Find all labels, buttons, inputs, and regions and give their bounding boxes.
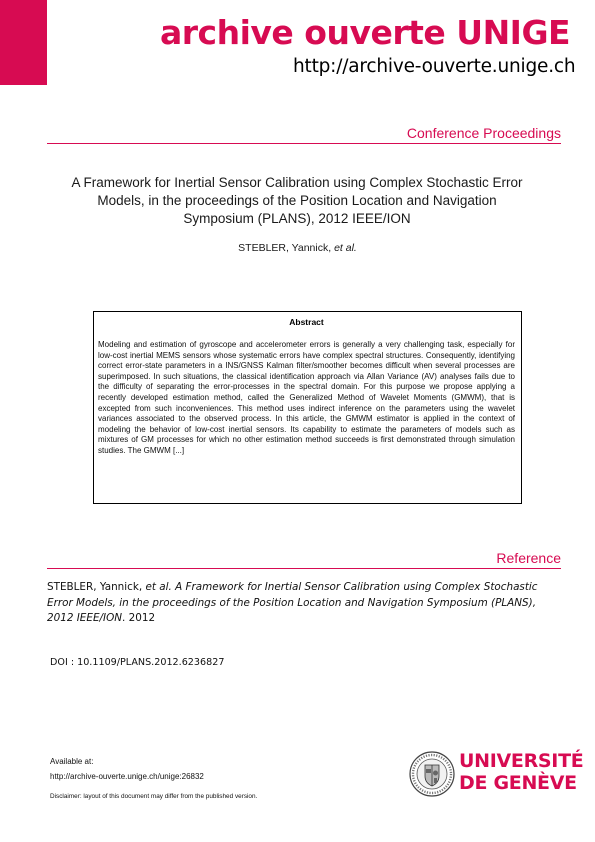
authors-etal: et al.	[334, 242, 357, 254]
section-type: Conference Proceedings	[406, 125, 561, 141]
available-url[interactable]: http://archive-ouverte.unige.ch/unige:26832	[50, 772, 204, 781]
document-title: A Framework for Inertial Sensor Calibration using Complex Stochastic Error Models, in the proceedings of the Position Location and Navigation Symposium (PLANS), 2012 IEEE/ION	[71, 175, 523, 226]
brand-title: archive ouverte UNIGE	[160, 13, 571, 52]
university-line-2: DE GENÈVE	[459, 772, 577, 794]
citation	[47, 580, 562, 627]
doi[interactable]: DOI : 10.1109/PLANS.2012.6236827	[50, 657, 225, 668]
university-seal-icon	[409, 751, 455, 797]
authors-main: STEBLER, Yannick,	[238, 242, 332, 254]
available-label: Available at:	[50, 757, 94, 766]
citation-year: . 2012	[122, 612, 156, 624]
university-line-1: UNIVERSITÉ	[459, 750, 584, 772]
abstract-text: Modeling and estimation of gyroscope and accelerometer errors is generally a very challenging task, especially for low-cost inertial MEMS sensors whose systematic errors have complex spectral structures. Consequently, identifying correct error-state parameters in a INS/GNSS Kalman filter/smoother becomes difficult when several processes are superimposed. In such situations, the classical identification approach via Allan Variance (AV) analyses fails due to the difficulty of separating the error-processes in the spectral domain. For this purpose we propose applying a recently developed estimation method, called the Generalized Method of Wavelet Moments (GMWM), that is excepted from such inconveniences. This method uses indirect inference on the parameters using the wavelet variances associated to the observed process. In this article, the GMWM estimator is applied in the context of modeling the behavior of low-cost inertial sensors. Its capability to estimate the parameters of models such as mixtures of GM processes for which no other estimation method succeeds is first demonstrated through simulation studies. The GMWM [...]	[98, 340, 515, 455]
reference-divider	[47, 568, 561, 569]
brand-url[interactable]: http://archive-ouverte.unige.ch	[293, 56, 576, 77]
university-name	[459, 750, 583, 794]
section-divider	[47, 143, 561, 144]
citation-author: STEBLER, Yannick,	[47, 581, 143, 593]
citation-title: et al. A Framework for Inertial Sensor Calibration using Complex Stochastic Error Models, in the proceedings of the Position Location and Navigation Symposium (PLANS), 2012 IEEE/ION	[47, 581, 538, 624]
abstract-heading: Abstract	[289, 317, 324, 327]
reference-heading: Reference	[496, 550, 561, 566]
authors	[0, 242, 595, 254]
disclaimer: Disclaimer: layout of this document may differ from the published version.	[50, 793, 258, 800]
brand-bar	[0, 0, 47, 85]
abstract-box	[93, 311, 522, 504]
